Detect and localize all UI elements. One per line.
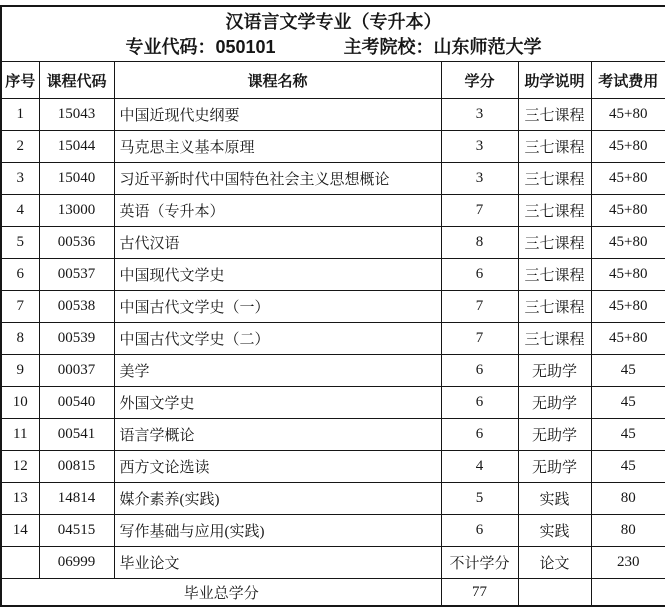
- credits-cell: 7: [441, 323, 518, 355]
- exam-fee-cell: 45: [591, 451, 665, 483]
- aid-type-cell: 论文: [518, 547, 591, 579]
- title-cell: [1, 6, 665, 62]
- serial-cell: 2: [1, 131, 39, 163]
- course-name-cell: 马克思主义基本原理: [114, 131, 441, 163]
- exam-fee-cell: 45+80: [591, 323, 665, 355]
- course-name-cell: 中国现代文学史: [114, 259, 441, 291]
- course-code-cell: 13000: [39, 195, 114, 227]
- course-code-cell: 00536: [39, 227, 114, 259]
- total-label: 毕业总学分: [1, 579, 441, 607]
- course-name-cell: 写作基础与应用(实践): [114, 515, 441, 547]
- serial-cell: [1, 547, 39, 579]
- course-code-cell: 00541: [39, 419, 114, 451]
- exam-fee-cell: 45+80: [591, 163, 665, 195]
- table-row: [1, 227, 665, 259]
- course-name-cell: 语言学概论: [114, 419, 441, 451]
- course-name-cell: 古代汉语: [114, 227, 441, 259]
- credits-cell: 不计学分: [441, 547, 518, 579]
- serial-cell: 1: [1, 99, 39, 131]
- course-code-cell: 15040: [39, 163, 114, 195]
- table-row: [1, 515, 665, 547]
- serial-cell: 10: [1, 387, 39, 419]
- course-code-cell: 04515: [39, 515, 114, 547]
- exam-fee-cell: 80: [591, 483, 665, 515]
- table-row: [1, 387, 665, 419]
- exam-fee-cell: 45: [591, 419, 665, 451]
- course-name-cell: 媒介素养(实践): [114, 483, 441, 515]
- course-code-cell: 00539: [39, 323, 114, 355]
- serial-cell: 13: [1, 483, 39, 515]
- course-name-cell: 毕业论文: [114, 547, 441, 579]
- credits-cell: 3: [441, 163, 518, 195]
- aid-type-cell: 无助学: [518, 387, 591, 419]
- table-row: [1, 419, 665, 451]
- exam-fee-cell: 45+80: [591, 99, 665, 131]
- exam-fee-cell: 45+80: [591, 227, 665, 259]
- course-table: [0, 5, 665, 607]
- course-code-cell: 00537: [39, 259, 114, 291]
- aid-type-cell: 无助学: [518, 355, 591, 387]
- aid-type-cell: 三七课程: [518, 131, 591, 163]
- serial-cell: 4: [1, 195, 39, 227]
- table-row: [1, 451, 665, 483]
- table-row: [1, 355, 665, 387]
- title-row: [1, 6, 665, 62]
- col-header-aid-type: 助学说明: [518, 62, 591, 99]
- serial-cell: 5: [1, 227, 39, 259]
- course-name-cell: 外国文学史: [114, 387, 441, 419]
- credits-cell: 6: [441, 387, 518, 419]
- aid-type-cell: 三七课程: [518, 195, 591, 227]
- course-name-cell: 西方文论选读: [114, 451, 441, 483]
- page-title: 汉语言文学专业（专升本）: [225, 12, 442, 32]
- total-credits-value: 77: [441, 579, 518, 607]
- credits-cell: 7: [441, 195, 518, 227]
- serial-cell: 6: [1, 259, 39, 291]
- course-code-cell: 00538: [39, 291, 114, 323]
- exam-fee-cell: 45+80: [591, 131, 665, 163]
- serial-cell: 14: [1, 515, 39, 547]
- aid-type-cell: 三七课程: [518, 259, 591, 291]
- aid-type-cell: 实践: [518, 515, 591, 547]
- table-row: [1, 131, 665, 163]
- aid-type-cell: 三七课程: [518, 323, 591, 355]
- table-row: [1, 483, 665, 515]
- serial-cell: 8: [1, 323, 39, 355]
- credits-cell: 4: [441, 451, 518, 483]
- credits-cell: 3: [441, 99, 518, 131]
- table-row: [1, 547, 665, 579]
- table-row: [1, 99, 665, 131]
- serial-cell: 3: [1, 163, 39, 195]
- exam-fee-cell: 45+80: [591, 259, 665, 291]
- table-row: [1, 323, 665, 355]
- col-header-credits: 学分: [441, 62, 518, 99]
- aid-type-cell: 三七课程: [518, 291, 591, 323]
- course-rows: [1, 99, 665, 579]
- course-code-cell: 06999: [39, 547, 114, 579]
- course-code-cell: 15043: [39, 99, 114, 131]
- col-header-serial: 序号: [1, 62, 39, 99]
- credits-cell: 6: [441, 259, 518, 291]
- col-header-course-code: 课程代码: [39, 62, 114, 99]
- host-university-label: 主考院校：山东师范大学: [343, 37, 542, 57]
- col-header-exam-fee: 考试费用: [591, 62, 665, 99]
- exam-fee-cell: 230: [591, 547, 665, 579]
- course-code-cell: 14814: [39, 483, 114, 515]
- credits-cell: 3: [441, 131, 518, 163]
- page-subtitle: [2, 35, 665, 60]
- course-name-cell: 美学: [114, 355, 441, 387]
- aid-type-cell: 实践: [518, 483, 591, 515]
- col-header-course-name: 课程名称: [114, 62, 441, 99]
- table-row: [1, 163, 665, 195]
- serial-cell: 12: [1, 451, 39, 483]
- aid-type-cell: 无助学: [518, 419, 591, 451]
- serial-cell: 7: [1, 291, 39, 323]
- exam-fee-cell: 80: [591, 515, 665, 547]
- credits-cell: 6: [441, 419, 518, 451]
- course-name-cell: 中国古代文学史（一）: [114, 291, 441, 323]
- exam-fee-cell: 45: [591, 355, 665, 387]
- total-fee-empty-cell: [591, 579, 665, 607]
- credits-cell: 7: [441, 291, 518, 323]
- course-name-cell: 中国古代文学史（二）: [114, 323, 441, 355]
- course-code-cell: 00037: [39, 355, 114, 387]
- serial-cell: 11: [1, 419, 39, 451]
- exam-fee-cell: 45+80: [591, 291, 665, 323]
- course-name-cell: 英语（专升本）: [114, 195, 441, 227]
- total-aid-empty-cell: [518, 579, 591, 607]
- table-row: [1, 195, 665, 227]
- course-code-cell: 15044: [39, 131, 114, 163]
- credits-cell: 6: [441, 515, 518, 547]
- aid-type-cell: 三七课程: [518, 227, 591, 259]
- serial-cell: 9: [1, 355, 39, 387]
- total-row: [1, 579, 665, 607]
- major-code-label: 专业代码：050101: [125, 37, 276, 57]
- exam-fee-cell: 45: [591, 387, 665, 419]
- credits-cell: 8: [441, 227, 518, 259]
- course-name-cell: 中国近现代史纲要: [114, 99, 441, 131]
- table-row: [1, 259, 665, 291]
- credits-cell: 5: [441, 483, 518, 515]
- aid-type-cell: 三七课程: [518, 163, 591, 195]
- table-row: [1, 291, 665, 323]
- aid-type-cell: 三七课程: [518, 99, 591, 131]
- course-name-cell: 习近平新时代中国特色社会主义思想概论: [114, 163, 441, 195]
- course-code-cell: 00815: [39, 451, 114, 483]
- column-header-row: [1, 62, 665, 99]
- exam-fee-cell: 45+80: [591, 195, 665, 227]
- credits-cell: 6: [441, 355, 518, 387]
- aid-type-cell: 无助学: [518, 451, 591, 483]
- course-code-cell: 00540: [39, 387, 114, 419]
